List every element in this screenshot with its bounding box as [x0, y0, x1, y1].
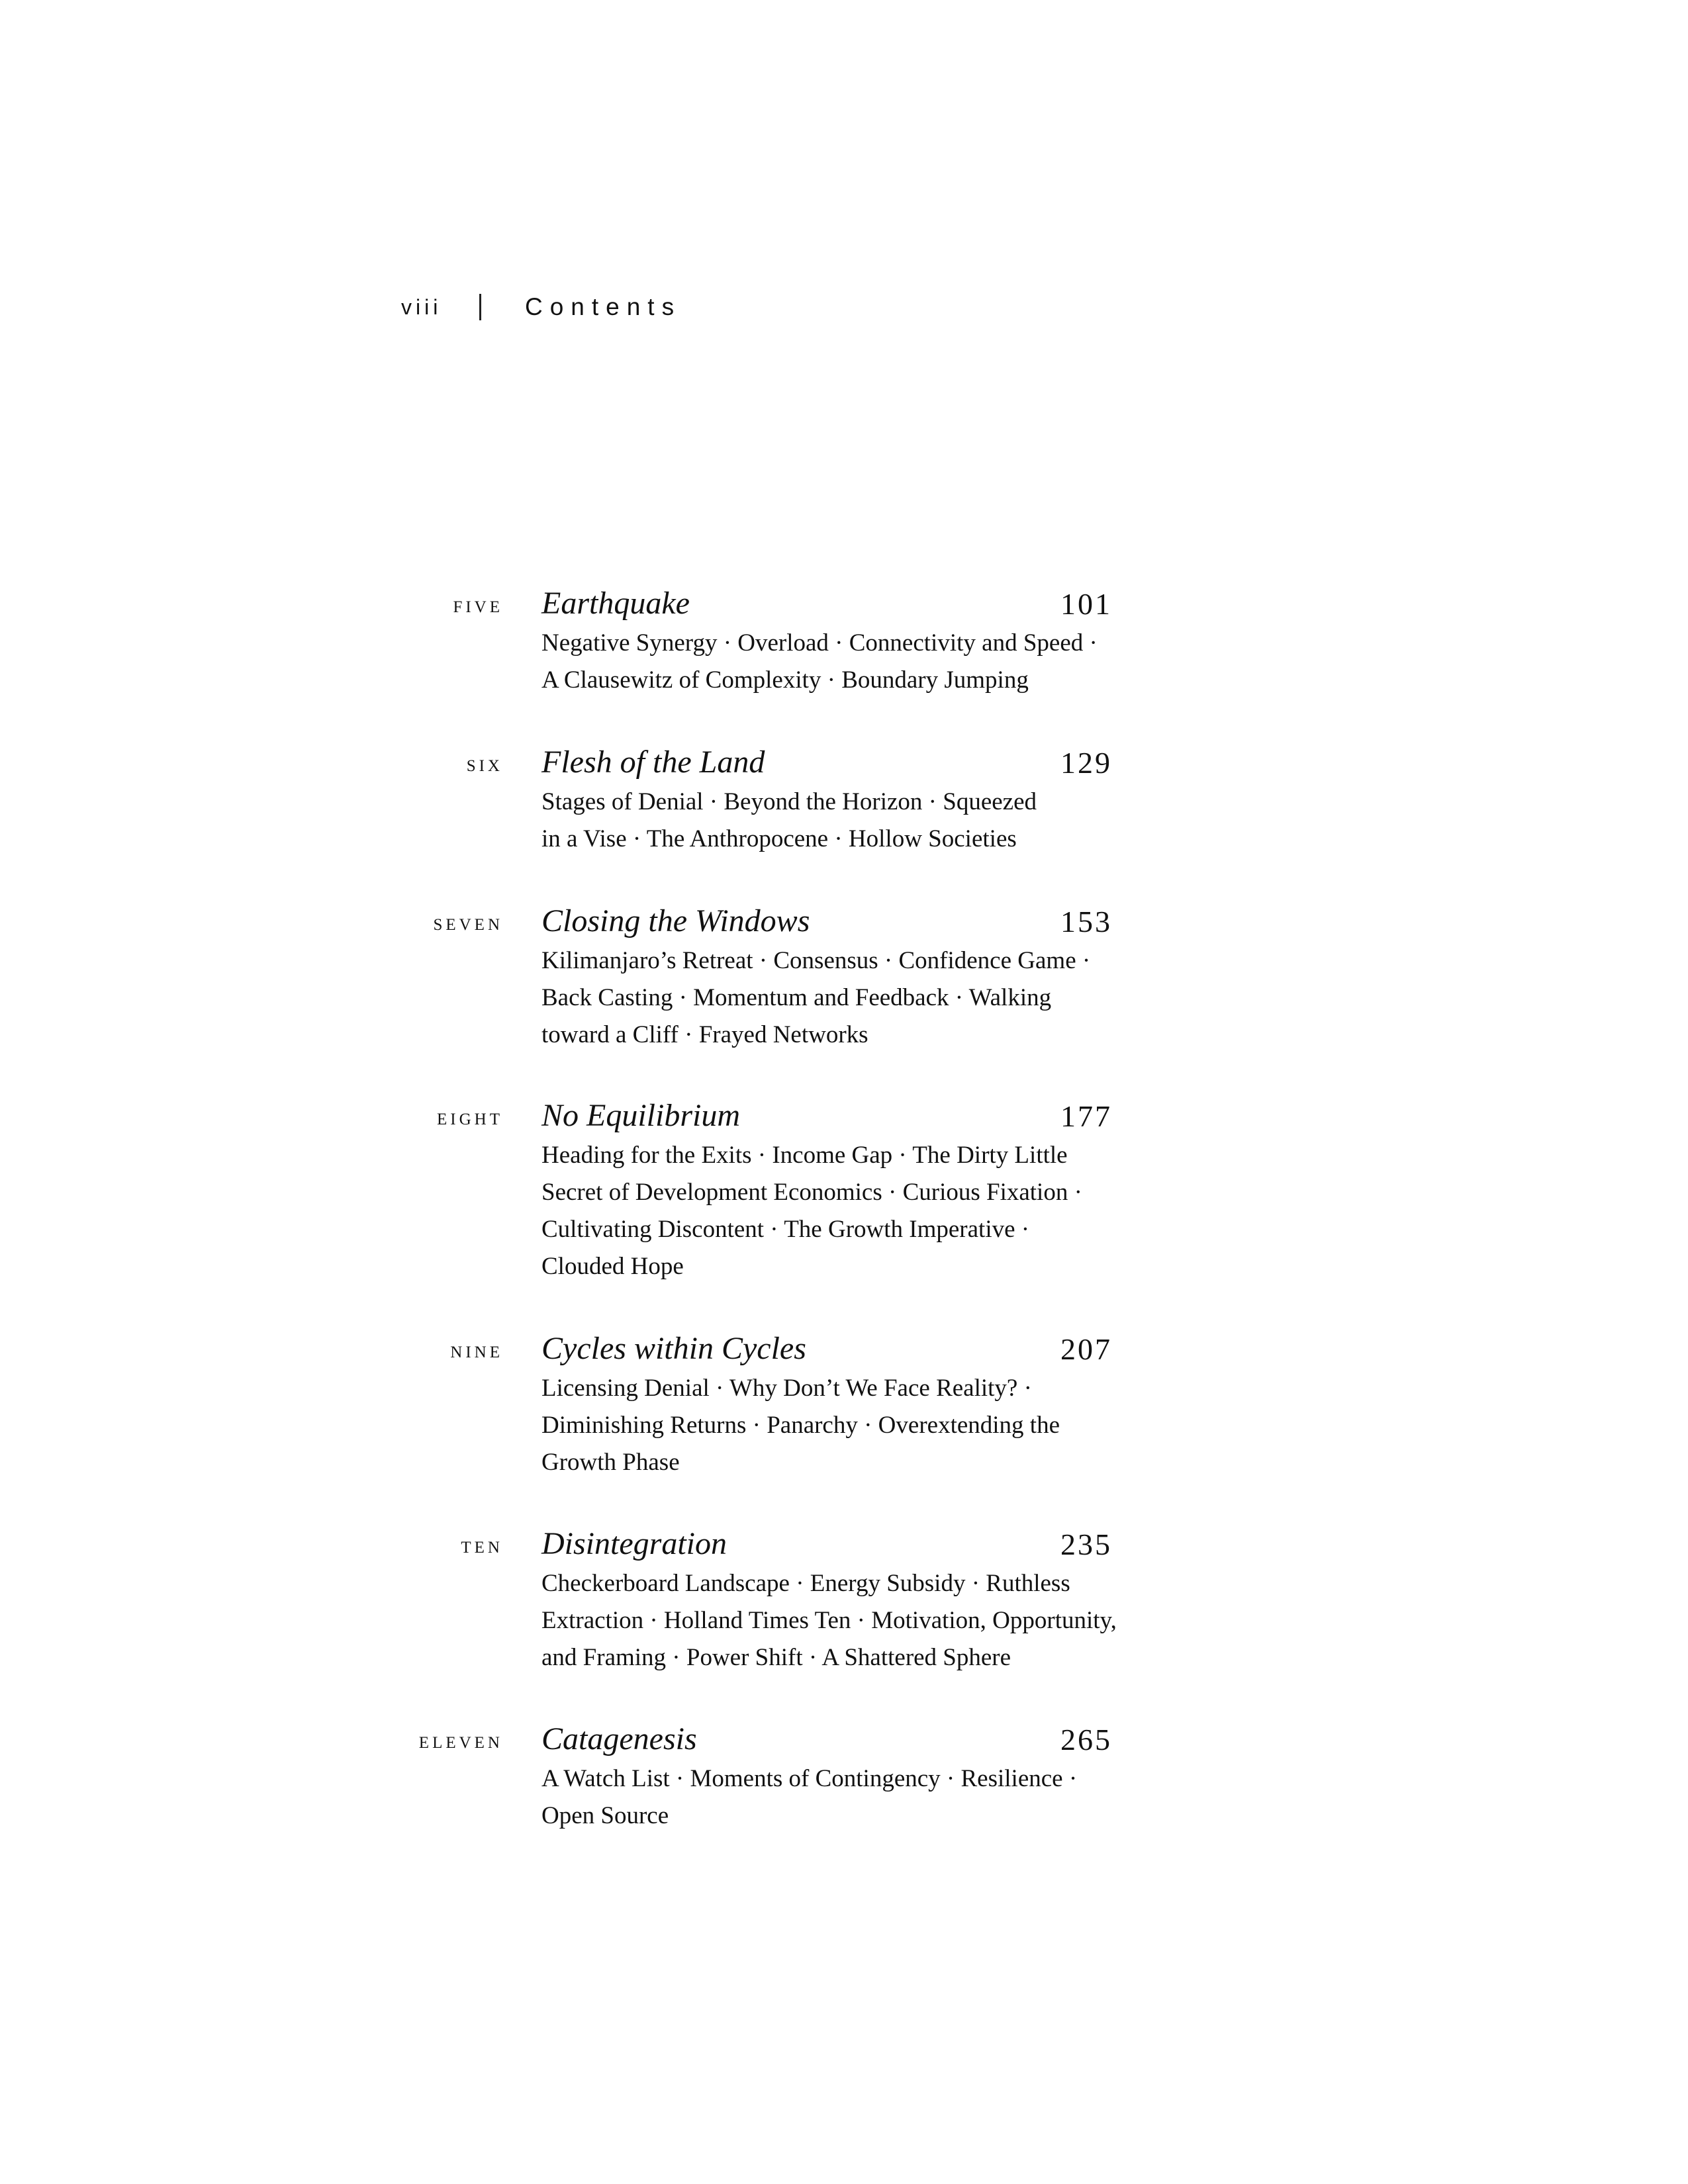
- chapter-page-number: 101: [1060, 587, 1112, 621]
- chapter-page-number: 177: [1060, 1099, 1112, 1133]
- section-line: in a Vise · The Anthropocene · Hollow Societies: [541, 825, 1017, 852]
- chapter-number: nine: [450, 1336, 503, 1363]
- section-line: Negative Synergy · Overload · Connectivity and Speed ·: [541, 629, 1098, 657]
- chapter-page-number: 153: [1060, 905, 1112, 938]
- chapter-sections: [541, 625, 1137, 699]
- section-line: Heading for the Exits · Income Gap · The Dirty Little: [541, 1142, 1068, 1169]
- section-line: Clouded Hope: [541, 1253, 684, 1280]
- section-line: Open Source: [541, 1802, 669, 1829]
- chapter-number: seven: [433, 909, 503, 935]
- chapter-sections: [541, 942, 1137, 1054]
- chapter-title[interactable]: Disintegration: [541, 1526, 727, 1561]
- page-number: viii: [401, 295, 442, 319]
- section-line: Extraction · Holland Times Ten · Motivation, Opportunity,: [541, 1607, 1117, 1634]
- running-head: [401, 287, 681, 327]
- chapter-sections: [541, 1760, 1137, 1835]
- chapter-sections: [541, 1565, 1137, 1676]
- section-line: Kilimanjaro’s Retreat · Consensus · Confidence Game ·: [541, 947, 1091, 974]
- section-line: toward a Cliff · Frayed Networks: [541, 1021, 868, 1048]
- header-divider: [479, 294, 481, 320]
- chapter-number: five: [453, 591, 503, 617]
- chapter-page-number: 235: [1060, 1527, 1112, 1561]
- chapter-number: eleven: [418, 1727, 503, 1753]
- chapter-page-number: 207: [1060, 1332, 1112, 1366]
- chapter-title[interactable]: Cycles within Cycles: [541, 1331, 806, 1366]
- chapter-title[interactable]: Closing the Windows: [541, 903, 810, 938]
- section-line: Secret of Development Economics · Curious Fixation ·: [541, 1179, 1082, 1206]
- chapter-title[interactable]: Catagenesis: [541, 1721, 697, 1756]
- chapter-sections: [541, 1137, 1137, 1285]
- chapter-page-number: 265: [1060, 1723, 1112, 1756]
- section-line: Growth Phase: [541, 1449, 680, 1476]
- chapter-number: ten: [461, 1531, 503, 1558]
- chapter-title[interactable]: No Equilibrium: [541, 1098, 741, 1133]
- chapter-number: eight: [437, 1103, 503, 1130]
- section-line: Licensing Denial · Why Don’t We Face Reality? ·: [541, 1375, 1032, 1402]
- section-line: Stages of Denial · Beyond the Horizon · Squeezed: [541, 788, 1037, 815]
- chapter-title[interactable]: Earthquake: [541, 586, 690, 621]
- chapter-number: six: [466, 750, 503, 776]
- running-head-title: Contents: [525, 293, 682, 320]
- section-line: A Clausewitz of Complexity · Boundary Jumping: [541, 666, 1029, 694]
- section-line: and Framing · Power Shift · A Shattered Sphere: [541, 1644, 1011, 1671]
- chapter-title[interactable]: Flesh of the Land: [541, 745, 765, 780]
- section-line: Cultivating Discontent · The Growth Imperative ·: [541, 1216, 1030, 1243]
- chapter-page-number: 129: [1060, 746, 1112, 780]
- chapter-sections: [541, 1370, 1137, 1481]
- section-line: Checkerboard Landscape · Energy Subsidy · Ruthless: [541, 1570, 1070, 1597]
- section-line: A Watch List · Moments of Contingency · Resilience ·: [541, 1765, 1078, 1792]
- section-line: Back Casting · Momentum and Feedback · Walking: [541, 984, 1052, 1011]
- chapter-sections: [541, 784, 1137, 858]
- section-line: Diminishing Returns · Panarchy · Overextending the: [541, 1412, 1060, 1439]
